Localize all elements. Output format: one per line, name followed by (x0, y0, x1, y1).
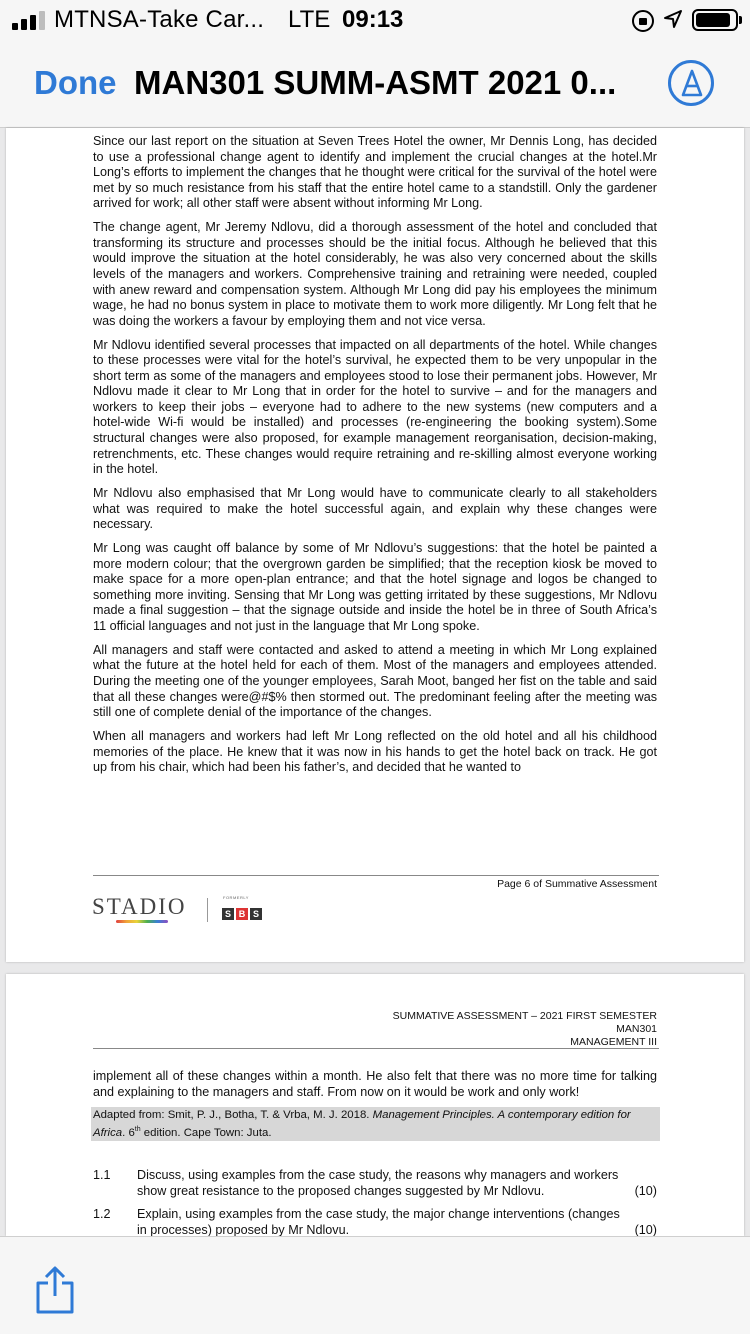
bottom-toolbar (0, 1236, 750, 1334)
question-text: Explain, using examples from the case study, the major change interventions (changes (137, 1207, 620, 1222)
header-line: SUMMATIVE ASSESSMENT – 2021 FIRST SEMESTER (392, 1010, 657, 1022)
page-body-text (93, 134, 657, 784)
stadio-logo-bar (116, 920, 168, 923)
citation-title: Management Principles. A contemporary edition for Africa (93, 1109, 631, 1139)
pdf-page-6 (6, 128, 744, 962)
battery-icon (692, 9, 738, 31)
source-citation: Adapted from: Smit, P. J., Botha, T. & Vrba, M. J. 2018. Management Principles. A contemporary edition for Africa. 6th edition. Cape Town: Juta. (91, 1107, 660, 1141)
nav-bar (0, 40, 750, 128)
formerly-label: FORMERLY (223, 895, 249, 900)
location-arrow-icon (662, 8, 684, 30)
header-line: MANAGEMENT III (570, 1036, 657, 1048)
question-marks: (10) (634, 1222, 657, 1236)
question-marks: (10) (634, 1183, 657, 1198)
signal-bars-icon (12, 10, 48, 30)
question-item (93, 1168, 657, 1199)
markup-button[interactable] (668, 60, 714, 106)
question-text: show great resistance to the proposed changes suggested by Mr Ndlovu. (137, 1183, 545, 1198)
orientation-lock-icon (632, 10, 654, 32)
page-number: Page 6 of Summative Assessment (497, 878, 657, 890)
paragraph: Mr Long was caught off balance by some of Mr Ndlovu’s suggestions: that the hotel be painted a more modern colour; that the overgrown garden be simplified; that the reception kiosk be moved to make space for a more open-plan entrance; and that the hotel signage and logos be changed to something more inviting. Sensing that Mr Long was getting irritated by these suggestions, Mr Ndlovu made a final suggestion – that the signage outside and inside the hotel be in three of South Africa’s 11 official languages and not just in the language that Mr Long spoke. (93, 541, 657, 633)
sbs-letter: B (236, 908, 248, 920)
network-type: LTE (288, 6, 331, 33)
paragraph: When all managers and workers had left Mr Long reflected on the old hotel and all his childhood memories of the place. He knew that it was now in his hands to get the hotel back on track. He got up from his chair, which had been his father’s, and decided that he wanted to (93, 728, 657, 775)
pdf-page-7 (6, 974, 744, 1236)
question-number: 1.1 (93, 1168, 111, 1182)
done-button[interactable]: Done (34, 64, 117, 101)
carrier-name: MTNSA-Take Car... (54, 6, 265, 33)
stadio-logo: STADIO (92, 894, 187, 919)
paragraph: implement all of these changes within a month. He also felt that there was no more time for talking and explaining to the managers and staff. From now on it would be work and only work! (93, 1069, 657, 1099)
clock: 09:13 (342, 6, 404, 33)
question-item (93, 1207, 657, 1236)
question-list (93, 1168, 657, 1236)
status-bar (0, 0, 750, 40)
footer-divider (93, 875, 659, 876)
paragraph: All managers and staff were contacted and asked to attend a meeting in which Mr Long explained what the future at the hotel held for each of them. Most of the managers and employees attended. During the meeting one of the younger employees, Sarah Moot, banged her fist on the table and said that all these changes were@#$% then stormed out. The predominant feeling after the meeting was still one of complete denial of the importance of the changes. (93, 642, 657, 720)
document-title: MAN301 SUMM-ASMT 2021 0... (134, 64, 617, 101)
header-divider (93, 1048, 659, 1049)
question-text: Discuss, using examples from the case study, the reasons why managers and workers (137, 1168, 619, 1182)
logo-divider (207, 898, 208, 922)
question-text: in processes) proposed by Mr Ndlovu. (137, 1222, 350, 1236)
question-number: 1.2 (93, 1207, 111, 1222)
paragraph: Mr Ndlovu also emphasised that Mr Long would have to communicate clearly to all stakeholders what was required to make the hotel successful again, and explain why these changes were necessary. (93, 486, 657, 532)
paragraph: Since our last report on the situation at Seven Trees Hotel the owner, Mr Dennis Long, has decided to use a professional change agent to identify and implement the crucial changes at the hotel.Mr Long’s efforts to implement the changes that he thought were critical for the survival of the hotel were met by so much resistance from his staff that the entire hotel came to a standstill. Only the gardener arrived for work; all other staff were absent without informing Mr Long. (93, 134, 657, 211)
header-line: MAN301 (616, 1023, 657, 1035)
sbs-letter: S (222, 908, 234, 920)
sbs-logo (222, 908, 262, 920)
sbs-letter: S (250, 908, 262, 920)
page-body-text (93, 1069, 657, 1108)
page-header (306, 1010, 657, 1049)
paragraph: The change agent, Mr Jeremy Ndlovu, did a thorough assessment of the hotel and concluded that transforming its structure and processes should be the initial focus. Although he believed that this would improve the situation at the hotel considerably, he was also very concerned about the skills levels of the managers and workers. Comprehensive training and retraining were needed, coupled with anew reward and compensation system. Although Mr Long did pay his employees the minimum wage, he had no bonus system in place to motivate them to work more diligently. Mr Long felt that he was doing the workers a favour by employing them and not vice versa. (93, 220, 657, 328)
markup-pen-icon (679, 69, 705, 99)
paragraph: Mr Ndlovu identified several processes that impacted on all departments of the hotel. While changes to these processes were vital for the hotel’s survival, he expected them to be very unpopular in the short term as some of the managers and employees stood to lose their permanent jobs. However, Mr Ndlovu made it clear to Mr Long that in order for the hotel to survive – and for the managers and workers to keep their jobs – everyone had to adhere to the new systems (new computers and a hotel-wide Wi-fi would be installed) and processes (re-engineering the booking system).Some structural changes were also proposed, for example management reorganisation, decision-making, retrenchments, etc. These changes would require retraining and re-skilling almost everyone working in the hotel. (93, 337, 657, 477)
share-icon[interactable] (34, 1265, 76, 1315)
